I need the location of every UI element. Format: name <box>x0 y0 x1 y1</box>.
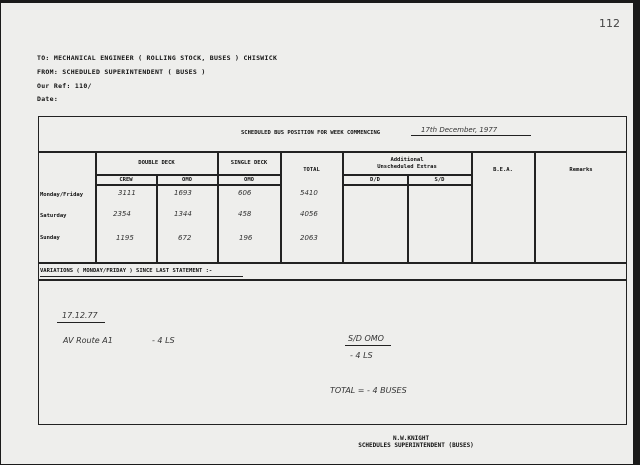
grid-line <box>39 279 627 281</box>
row-label-saturday: Saturday <box>40 213 67 219</box>
variation-route-change: - 4 LS <box>152 336 175 345</box>
grid-line <box>156 174 158 262</box>
header-sd: S/D <box>434 177 445 183</box>
cell-omo-monday: 1693 <box>174 189 192 197</box>
document-page <box>1 3 633 464</box>
date-line: Date: <box>37 95 59 103</box>
variation-date-underline <box>57 322 105 323</box>
cell-crew-monday: 3111 <box>118 189 136 197</box>
cell-crew-saturday: 2354 <box>113 210 131 218</box>
date-underline <box>411 135 531 136</box>
page-number: 112 <box>599 17 620 30</box>
cell-omo-sunday: 672 <box>178 234 192 242</box>
header-double-deck: DOUBLE DECK <box>138 160 175 166</box>
header-total: TOTAL <box>303 167 320 173</box>
cell-single-monday: 606 <box>238 189 252 197</box>
ref-line: Our Ref: 110/ <box>37 82 92 90</box>
grid-line <box>217 151 219 262</box>
variation-sd-omo: S/D OMO <box>348 334 384 343</box>
variation-route: AV Route A1 <box>63 336 113 345</box>
cell-omo-saturday: 1344 <box>174 210 192 218</box>
header-dd: D/D <box>370 177 380 183</box>
cell-single-saturday: 458 <box>238 210 252 218</box>
grid-line <box>95 174 281 176</box>
header-remarks: Remarks <box>569 167 593 173</box>
table-title: SCHEDULED BUS POSITION FOR WEEK COMMENCING <box>241 130 381 136</box>
grid-line <box>95 184 281 186</box>
variation-date: 17.12.77 <box>62 311 98 320</box>
row-label-sunday: Sunday <box>40 235 60 241</box>
header-omo: OMO <box>182 177 192 183</box>
to-line: TO: MECHANICAL ENGINEER ( ROLLING STOCK, BUSES ) CHISWICK <box>37 54 278 62</box>
cell-total-monday: 5410 <box>300 189 318 197</box>
row-label-monday-friday: Monday/Friday <box>40 192 84 198</box>
header-single-omo: OMO <box>244 177 254 183</box>
cell-total-saturday: 4056 <box>300 210 318 218</box>
header-single-deck: SINGLE DECK <box>230 160 268 166</box>
header-additional: Additional Unscheduled Extras <box>377 157 437 170</box>
variation-sd-underline <box>345 345 391 346</box>
cell-single-sunday: 196 <box>239 234 253 242</box>
grid-line <box>39 262 627 264</box>
signature-name: N.W.KNIGHT <box>392 435 430 442</box>
week-date: 17th December, 1977 <box>421 126 498 134</box>
signature-title: SCHEDULES SUPERINTENDENT (BUSES) <box>358 442 474 449</box>
variations-underline <box>40 276 243 277</box>
grid-line <box>407 174 409 262</box>
header-bea: B.E.A. <box>493 167 513 173</box>
header-crew: CREW <box>119 177 133 183</box>
variation-total: TOTAL = - 4 BUSES <box>330 386 407 395</box>
grid-line <box>95 151 97 262</box>
variation-sd-change: - 4 LS <box>350 351 373 360</box>
cell-crew-sunday: 1195 <box>116 234 134 242</box>
grid-line <box>39 151 627 153</box>
cell-total-sunday: 2063 <box>300 234 318 242</box>
variations-label: VARIATIONS ( MONDAY/FRIDAY ) SINCE LAST STATEMENT :- <box>40 268 213 274</box>
from-line: FROM: SCHEDULED SUPERINTENDENT ( BUSES ) <box>37 68 206 76</box>
